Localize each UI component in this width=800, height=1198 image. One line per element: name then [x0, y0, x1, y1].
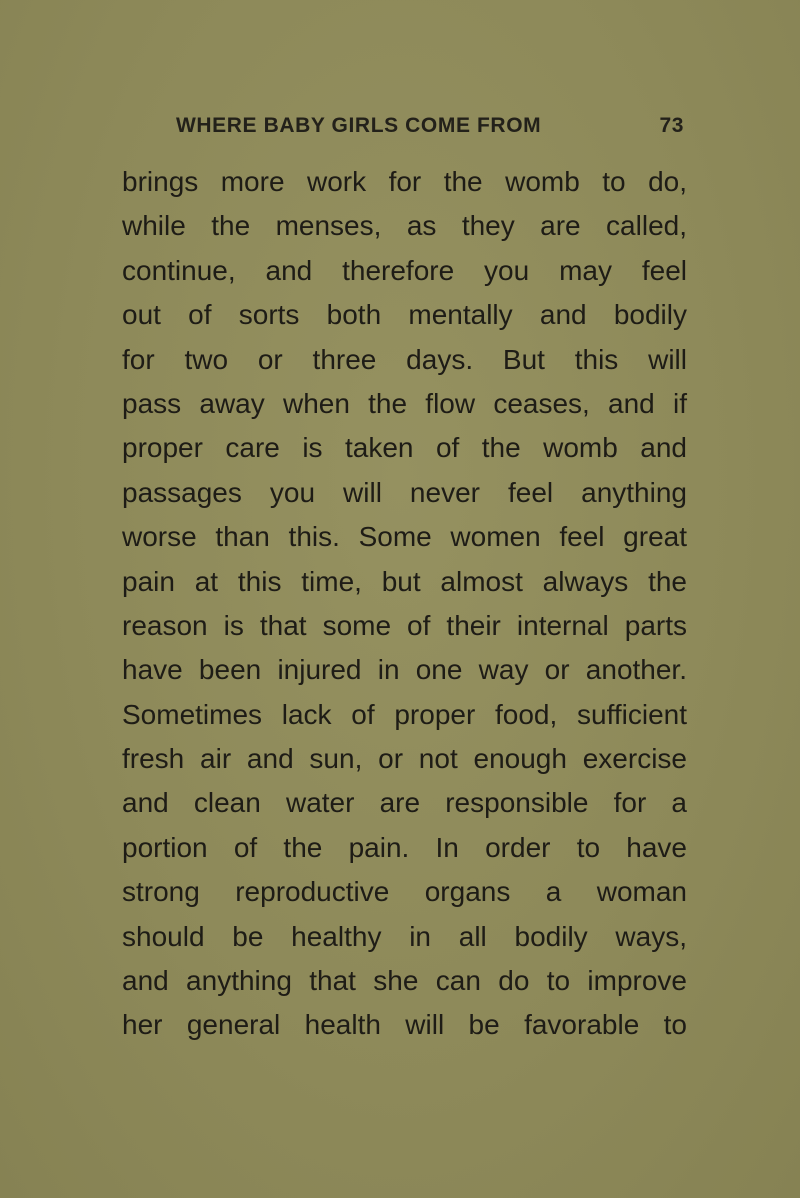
running-head: [176, 114, 684, 144]
text-line: have been injured in one way or another.: [122, 654, 687, 686]
body-text: [122, 160, 687, 1048]
text-line: Sometimes lack of proper food, sufficient: [122, 698, 687, 730]
text-line: worse than this. Some women feel great: [122, 521, 687, 553]
text-line: strong reproductive organs a woman: [122, 876, 687, 908]
running-title: WHERE BABY GIRLS COME FROM: [176, 114, 542, 137]
text-line: and anything that she can do to improve: [122, 965, 687, 997]
text-line: should be healthy in all bodily ways,: [122, 920, 687, 952]
text-line: and clean water are responsible for a: [122, 787, 687, 819]
text-line: reason is that some of their internal parts: [122, 609, 687, 641]
text-line: out of sorts both mentally and bodily: [122, 299, 687, 331]
text-line: proper care is taken of the womb and: [122, 432, 687, 464]
text-line: for two or three days. But this will: [122, 343, 687, 375]
text-line: passages you will never feel anything: [122, 476, 687, 508]
text-line: fresh air and sun, or not enough exercise: [122, 743, 687, 775]
text-line: pass away when the flow ceases, and if: [122, 387, 687, 419]
text-line: continue, and therefore you may feel: [122, 254, 687, 286]
text-line: brings more work for the womb to do,: [122, 166, 687, 197]
page-number: 73: [659, 114, 684, 137]
text-line: while the menses, as they are called,: [122, 210, 687, 242]
text-line: portion of the pain. In order to have: [122, 831, 687, 863]
text-line: pain at this time, but almost always the: [122, 565, 687, 597]
text-line: her general health will be favorable to: [122, 1009, 687, 1041]
